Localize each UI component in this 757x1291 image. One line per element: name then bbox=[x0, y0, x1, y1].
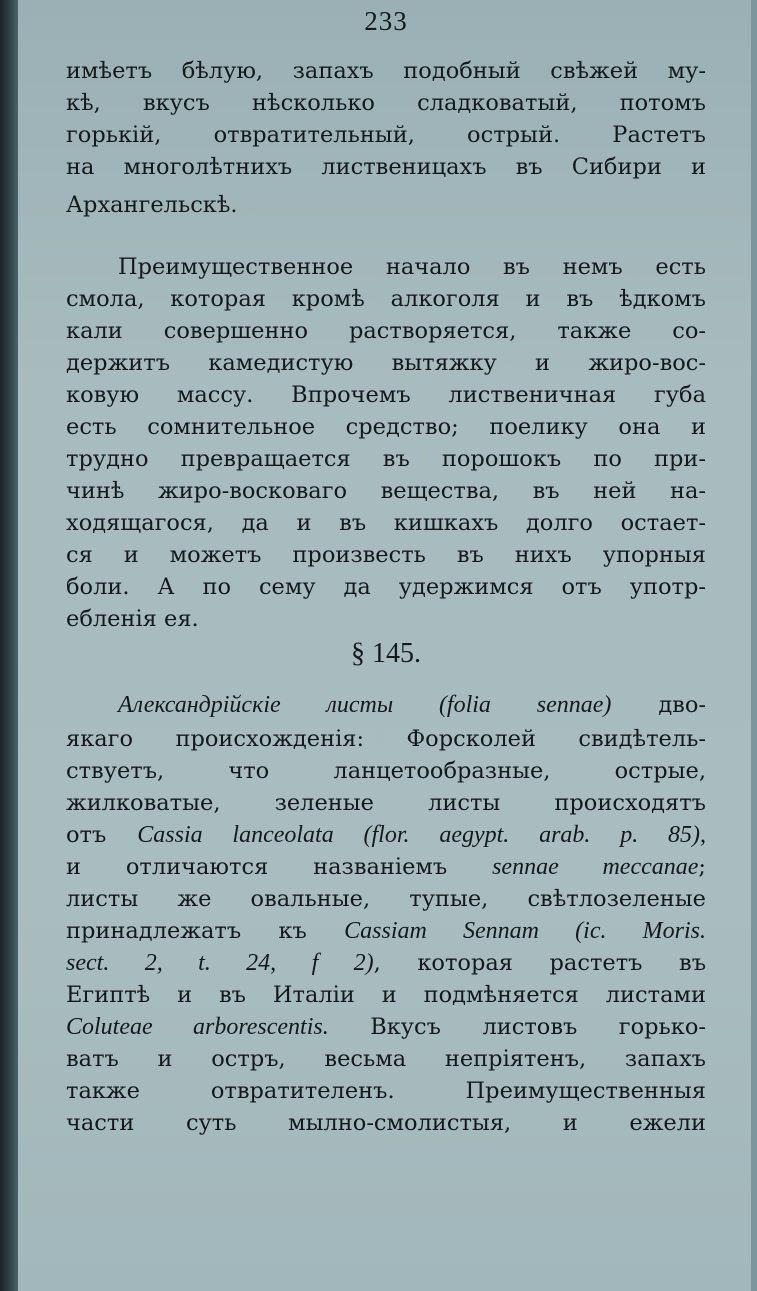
text-line: Преимущественное начало въ немъ есть bbox=[118, 254, 706, 280]
text-line: ходящагося, да и въ кишкахъ долго остает- bbox=[66, 510, 706, 536]
text-line: ся и можетъ произвесть въ нихъ упорныя bbox=[66, 542, 706, 568]
text-line bbox=[66, 852, 706, 882]
text-span: отъ bbox=[66, 822, 138, 848]
text-span: и отличаются названіемъ bbox=[66, 854, 493, 880]
text-line: ебленія ея. bbox=[66, 606, 199, 632]
italic-term: Александрійскіе листы (folia sennae) bbox=[118, 692, 612, 718]
text-span: дво- bbox=[611, 692, 706, 718]
text-line: Архангельскѣ. bbox=[66, 192, 238, 218]
text-line: ствуетъ, что ланцетообразные, острые, bbox=[66, 758, 706, 784]
text-line: ковую массу. Впрочемъ лиственичная губа bbox=[66, 382, 706, 408]
text-line bbox=[66, 820, 706, 850]
text-line: кали совершенно растворяется, также со- bbox=[66, 318, 706, 344]
text-line bbox=[66, 916, 706, 946]
italic-term: sennae meccanae bbox=[492, 854, 699, 880]
text-line bbox=[66, 690, 706, 720]
section-heading: § 145. bbox=[351, 638, 421, 669]
text-line: кѣ, вкусъ нѣсколько сладковатый, потомъ bbox=[66, 90, 706, 116]
italic-term: Cassiam Sennam (ic. Moris. bbox=[344, 918, 707, 944]
text-line: ватъ и остръ, весьма непріятенъ, запахъ bbox=[66, 1046, 706, 1072]
text-line: боли. А по сему да удержимся отъ употр- bbox=[66, 574, 706, 600]
text-line: смола, которая кромѣ алкоголя и въ ѣдкомъ bbox=[66, 286, 706, 312]
text-span: Вкусъ листовъ горько- bbox=[328, 1014, 706, 1040]
italic-term: Cassia lanceolata (flor. aegypt. arab. p. 85), bbox=[137, 822, 706, 848]
text-line: также отвратителенъ. Преимущественныя bbox=[66, 1078, 706, 1104]
italic-term: sect. 2, t. 24, f 2) bbox=[66, 950, 374, 976]
text-span: ; bbox=[698, 854, 706, 880]
text-line bbox=[66, 948, 706, 978]
text-line: держитъ камедистую вытяжку и жиро-вос- bbox=[66, 350, 706, 376]
text-span: принадлежатъ къ bbox=[66, 918, 345, 944]
text-line: трудно превращается въ порошокъ по при- bbox=[66, 446, 706, 472]
text-line: листы же овальные, тупые, свѣтлозеленые bbox=[66, 886, 706, 912]
book-spine-shadow bbox=[0, 0, 18, 1291]
text-line: на многолѣтнихъ лиственицахъ въ Сибири и bbox=[66, 154, 706, 180]
text-line: Египтѣ и въ Италіи и подмѣняется листами bbox=[66, 982, 706, 1008]
text-line: есть сомнительное средство; поелику она и bbox=[66, 414, 706, 440]
text-line: имѣетъ бѣлую, запахъ подобный свѣжей му- bbox=[66, 58, 706, 84]
text-line: части суть мылно-смолистыя, и ежели bbox=[66, 1110, 706, 1136]
book-page bbox=[18, 0, 757, 1291]
text-line: горькій, отвратительный, острый. Растетъ bbox=[66, 122, 706, 148]
page-edge bbox=[751, 0, 757, 1291]
italic-term: Coluteae arborescentis. bbox=[66, 1014, 329, 1040]
text-line: жилковатые, зеленые листы происходятъ bbox=[66, 790, 706, 816]
text-span: , которая растетъ въ bbox=[373, 950, 707, 976]
text-line bbox=[66, 1012, 706, 1042]
text-line: якаго происхожденія: Форсколей свидѣтель- bbox=[66, 726, 706, 752]
page-number: 233 bbox=[364, 6, 408, 36]
text-line: чинѣ жиро-восковаго вещества, въ ней на- bbox=[66, 478, 706, 504]
